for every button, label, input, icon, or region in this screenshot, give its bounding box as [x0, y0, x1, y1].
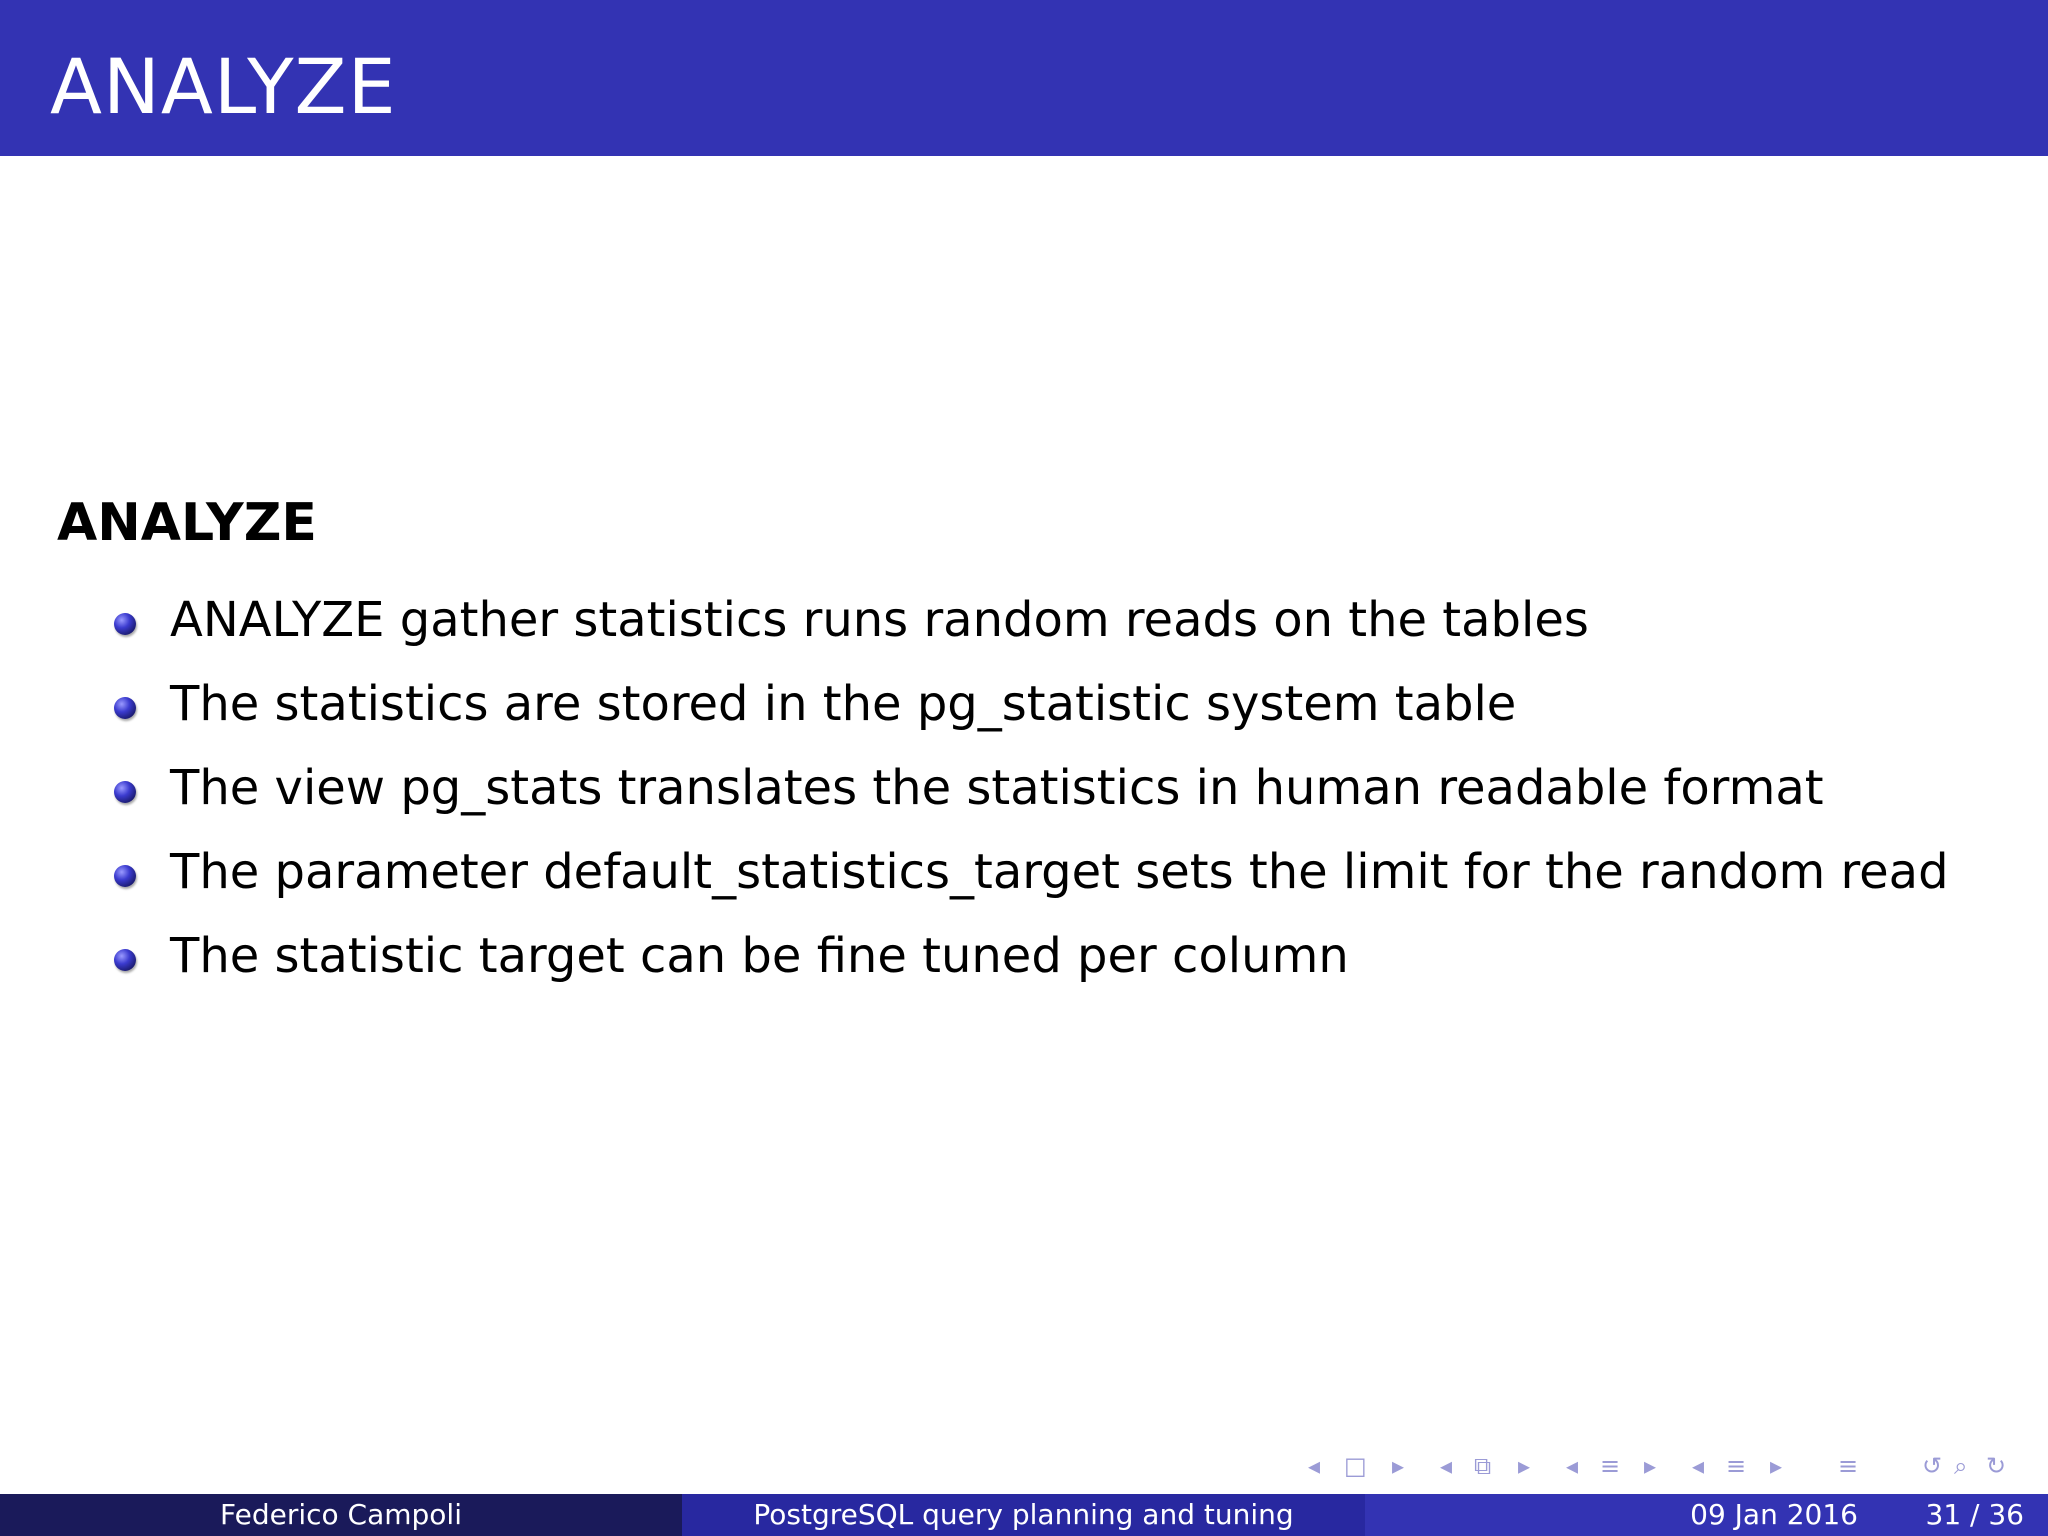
next-section-icon[interactable]: ▸	[1770, 1452, 1783, 1480]
ball-bullet-icon	[114, 697, 136, 719]
footer-author	[0, 1494, 682, 1536]
toc-icon[interactable]: ≡	[1838, 1452, 1859, 1480]
title-bar	[0, 0, 2048, 156]
bullet-item	[110, 748, 2010, 832]
back-icon[interactable]: ↺	[1922, 1452, 1943, 1480]
bullet-text: The statistic target can be fine tuned per column	[170, 928, 1349, 984]
next-subsection-icon[interactable]: ▸	[1644, 1452, 1657, 1480]
bullet-item	[110, 664, 2010, 748]
bullet-item	[110, 580, 2010, 664]
forward-icon[interactable]: ↻	[1986, 1452, 2007, 1480]
navigation-bar	[1308, 1450, 2028, 1482]
next-slide-icon[interactable]: ▸	[1392, 1452, 1405, 1480]
block-title: ANALYZE	[57, 493, 317, 553]
ball-bullet-icon	[114, 613, 136, 635]
slide-icon[interactable]: □	[1344, 1452, 1367, 1480]
footer-page-number: 31 / 36	[1925, 1498, 2024, 1531]
bullet-text: The parameter default_statistics_target sets the limit for the random read	[170, 844, 1949, 900]
prev-subsection-icon[interactable]: ◂	[1566, 1452, 1579, 1480]
prev-section-icon[interactable]: ◂	[1692, 1452, 1705, 1480]
frame-title: ANALYZE	[50, 42, 397, 131]
footer-author-text: Federico Campoli	[220, 1498, 462, 1531]
search-icon[interactable]: ⌕	[1954, 1452, 1968, 1480]
prev-slide-icon[interactable]: ◂	[1308, 1452, 1321, 1480]
prev-frame-icon[interactable]: ◂	[1440, 1452, 1453, 1480]
bullet-text: ANALYZE gather statistics runs random reads on the tables	[170, 592, 1589, 648]
footer-talk-title	[682, 1494, 1365, 1536]
bullet-text: The view pg_stats translates the statistics in human readable format	[170, 760, 1824, 816]
subsection-icon[interactable]: ≡	[1600, 1452, 1621, 1480]
ball-bullet-icon	[114, 865, 136, 887]
footer-meta	[1365, 1494, 2048, 1536]
ball-bullet-icon	[114, 949, 136, 971]
ball-bullet-icon	[114, 781, 136, 803]
section-icon[interactable]: ≡	[1726, 1452, 1747, 1480]
footer	[0, 1494, 2048, 1536]
bullet-list	[110, 580, 2010, 1000]
footer-date: 09 Jan 2016	[1690, 1498, 1858, 1531]
bullet-text: The statistics are stored in the pg_statistic system table	[170, 676, 1517, 732]
next-frame-icon[interactable]: ▸	[1518, 1452, 1531, 1480]
frame-icon[interactable]: ⧉	[1474, 1452, 1492, 1480]
bullet-item	[110, 916, 2010, 1000]
footer-talk-title-text: PostgreSQL query planning and tuning	[753, 1498, 1294, 1531]
bullet-item	[110, 832, 2010, 916]
